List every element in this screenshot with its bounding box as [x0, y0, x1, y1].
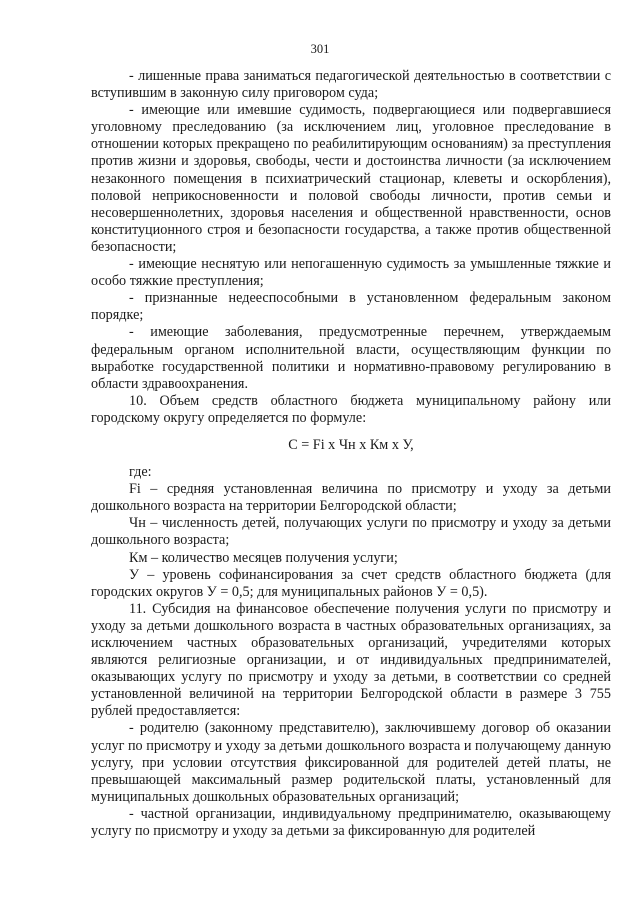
page-number: 301	[310, 42, 330, 56]
definition-fi: Fi – средняя установленная величина по присмотру и уходу за детьми дошкольного возраста на территории Белгородской области;	[91, 481, 611, 515]
paragraph-where: где:	[129, 464, 152, 481]
paragraph-criminal-record: - имеющие или имевшие судимость, подвергающиеся или подвергавшиеся уголовному преследованию (за исключением лиц, уголовное преследование в отношении которых прекращено по реабилитирующим основаниям) за преступления против жизни и здоровья, свободы, чести и достоинства личности (за исключением незаконного помещения в психиатрический стационар, клеветы и оскорбления), половой неприкосновенности и половой свободы личности, против семьи и несовершеннолетних, здоровья населения и общественной нравственности, основ конституционного строя и безопасности государства, а также против общественной безопасности;	[91, 102, 611, 255]
paragraph-item-10: 10. Объем средств областного бюджета муниципальному району или городскому округу определяется по формуле:	[91, 392, 611, 426]
definition-u: У – уровень софинансирования за счет средств областного бюджета (для городских округов У = 0,5; для муниципальных районов У = 0,5).	[91, 566, 611, 600]
paragraph-deprived-rights: - лишенные права заниматься педагогической деятельностью в соответствии с вступившим в законную силу приговором суда;	[91, 68, 611, 102]
paragraph-private-organization: - частной организации, индивидуальному предпринимателю, оказывающему услугу по присмотру и уходу за детьми за фиксированную для родителей	[91, 805, 611, 840]
paragraph-incapacitated: - признанные недееспособными в установленном федеральным законом порядке;	[91, 290, 611, 324]
paragraph-unexpunged-record: - имеющие неснятую или непогашенную судимость за умышленные тяжкие и особо тяжкие преступления;	[91, 256, 611, 290]
definition-chn: Чн – численность детей, получающих услуги по присмотру и уходу за детьми дошкольного возраста;	[91, 515, 611, 549]
document-body	[91, 68, 611, 840]
definition-km: Км – количество месяцев получения услуги;	[129, 549, 398, 566]
formula: С = Fi х Чн х Км х У,	[288, 436, 414, 453]
paragraph-parent: - родителю (законному представителю), заключившему договор об оказании услуг по присмотру и уходу за детьми дошкольного возраста и получающему данную услугу, при условии отсутствия фиксированной для родителей детей платы, не превышающей максимальный размер родительской платы, установленный для муниципальных дошкольных образовательных организаций;	[91, 720, 611, 805]
paragraph-item-11: 11. Субсидия на финансовое обеспечение получения услуги по присмотру и уходу за детьми дошкольного возраста в частных образовательных организациях, за исключением частных образовательных организаций, учредителями которых являются религиозные организации, и от индивидуальных предпринимателей, оказывающих услугу по присмотру и уходу за детьми, в соответствии со средней установленной величиной на территории Белгородской области в размере 3 755 рублей предоставляется:	[91, 600, 611, 720]
paragraph-diseases: - имеющие заболевания, предусмотренные перечнем, утверждаемым федеральным органом исполнительной власти, осуществляющим функции по выработке государственной политики и нормативно-правовому регулированию в области здравоохранения.	[91, 324, 611, 392]
